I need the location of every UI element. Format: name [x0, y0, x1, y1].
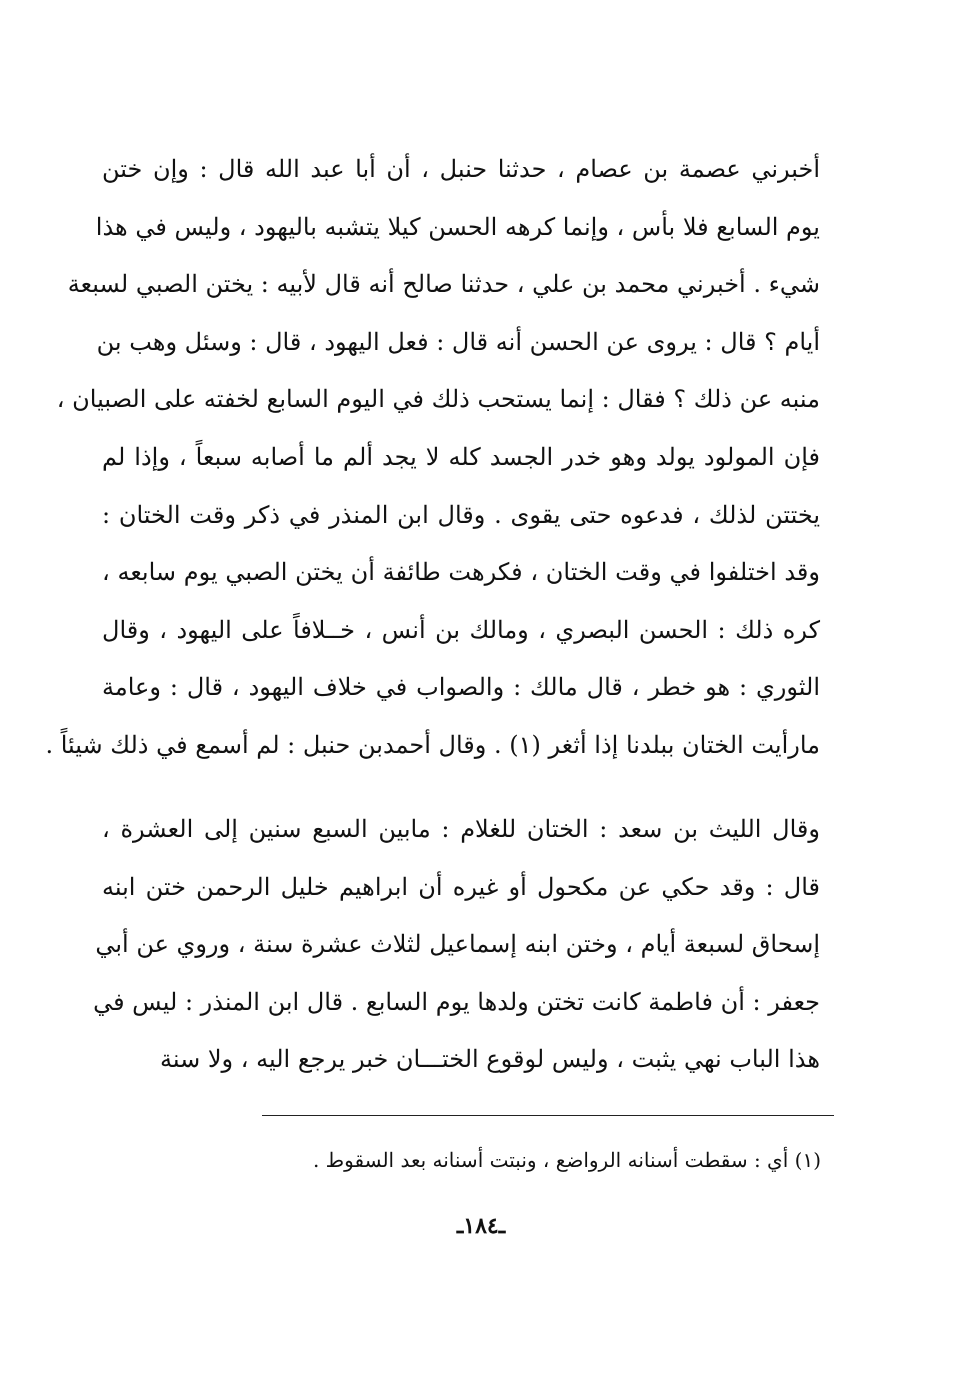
text-line: الثوري : هو خطر ، قال مالك : والصواب في خلاف اليهود ، قال : وعامة: [102, 673, 820, 702]
text-line: إسحاق لسبعة أيام ، وختن ابنه إسماعيل لثلاث عشرة سنة ، وروي عن أبي: [95, 930, 820, 959]
text-line: منبه عن ذلك ؟ فقال : إنما يستحب ذلك في اليوم السابع لخفته على الصبيان ،: [56, 385, 820, 414]
text-line: هذا الباب نهي يثبت ، وليس لوقوع الختـــان خبر يرجع اليه ، ولا سنة: [159, 1045, 820, 1074]
footnote-divider: [262, 1115, 834, 1116]
text-line: أخبرني عصمة بن عصام ، حدثنا حنبل ، أن أبا عبد الله قال : وإن ختن: [102, 155, 820, 183]
text-line: مارأيت الختان ببلدنا إذا أثغر (١) . وقال أحمدبن حنبل : لم أسمع في ذلك شيئاً .: [45, 730, 820, 759]
footnote: (١) أي : سقطت أسنانه الرواضع ، ونبتت أسنانه بعد السقوط .: [312, 1148, 821, 1172]
page-number: ـ١٨٤ـ: [456, 1213, 506, 1239]
text-line: أيام ؟ قال : يروى عن الحسن أنه قال : فعل اليهود ، قال : وسئل وهب بن: [96, 327, 820, 356]
text-line: وقال الليث بن سعد : الختان للغلام : مابين السبع سنين إلى العشرة ،: [102, 815, 820, 843]
text-line: فإن المولود يولد وهو خدر الجسد كله لا يجد ألم ما أصابه سبعاً ، وإذا لم: [102, 442, 820, 471]
body-paragraph: [93, 801, 820, 1089]
text-line: يوم السابع فلا بأس ، وإنما كرهه الحسن كيلا يتشبه باليهود ، وليس في هذا: [95, 212, 820, 241]
text-line: وقد اختلفوا في وقت الختان ، فكرهت طائفة أن يختن الصبي يوم سابعه ،: [102, 558, 820, 587]
text-line: يختتن لذلك ، فدعوه حتى يقوى . وقال ابن المنذر في ذكر وقت الختان :: [102, 500, 820, 529]
text-line: جعفر : أن فاطمة كانت تختن ولدها يوم السابع . قال ابن المنذر : ليس في: [93, 987, 820, 1016]
text-line: شيء . أخبرني محمد بن علي ، حدثنا صالح أنه قال لأبيه : يختن الصبي لسبعة: [67, 270, 820, 299]
text-line: كره ذلك : الحسن البصري ، ومالك بن أنس ، خــلافاً على اليهود ، وقال: [102, 615, 820, 644]
text-line: قال : وقد حكي عن مكحول أو غيره أن ابراهيم خليل الرحمن ختن ابنه: [102, 872, 820, 901]
body-paragraph: [45, 141, 820, 775]
